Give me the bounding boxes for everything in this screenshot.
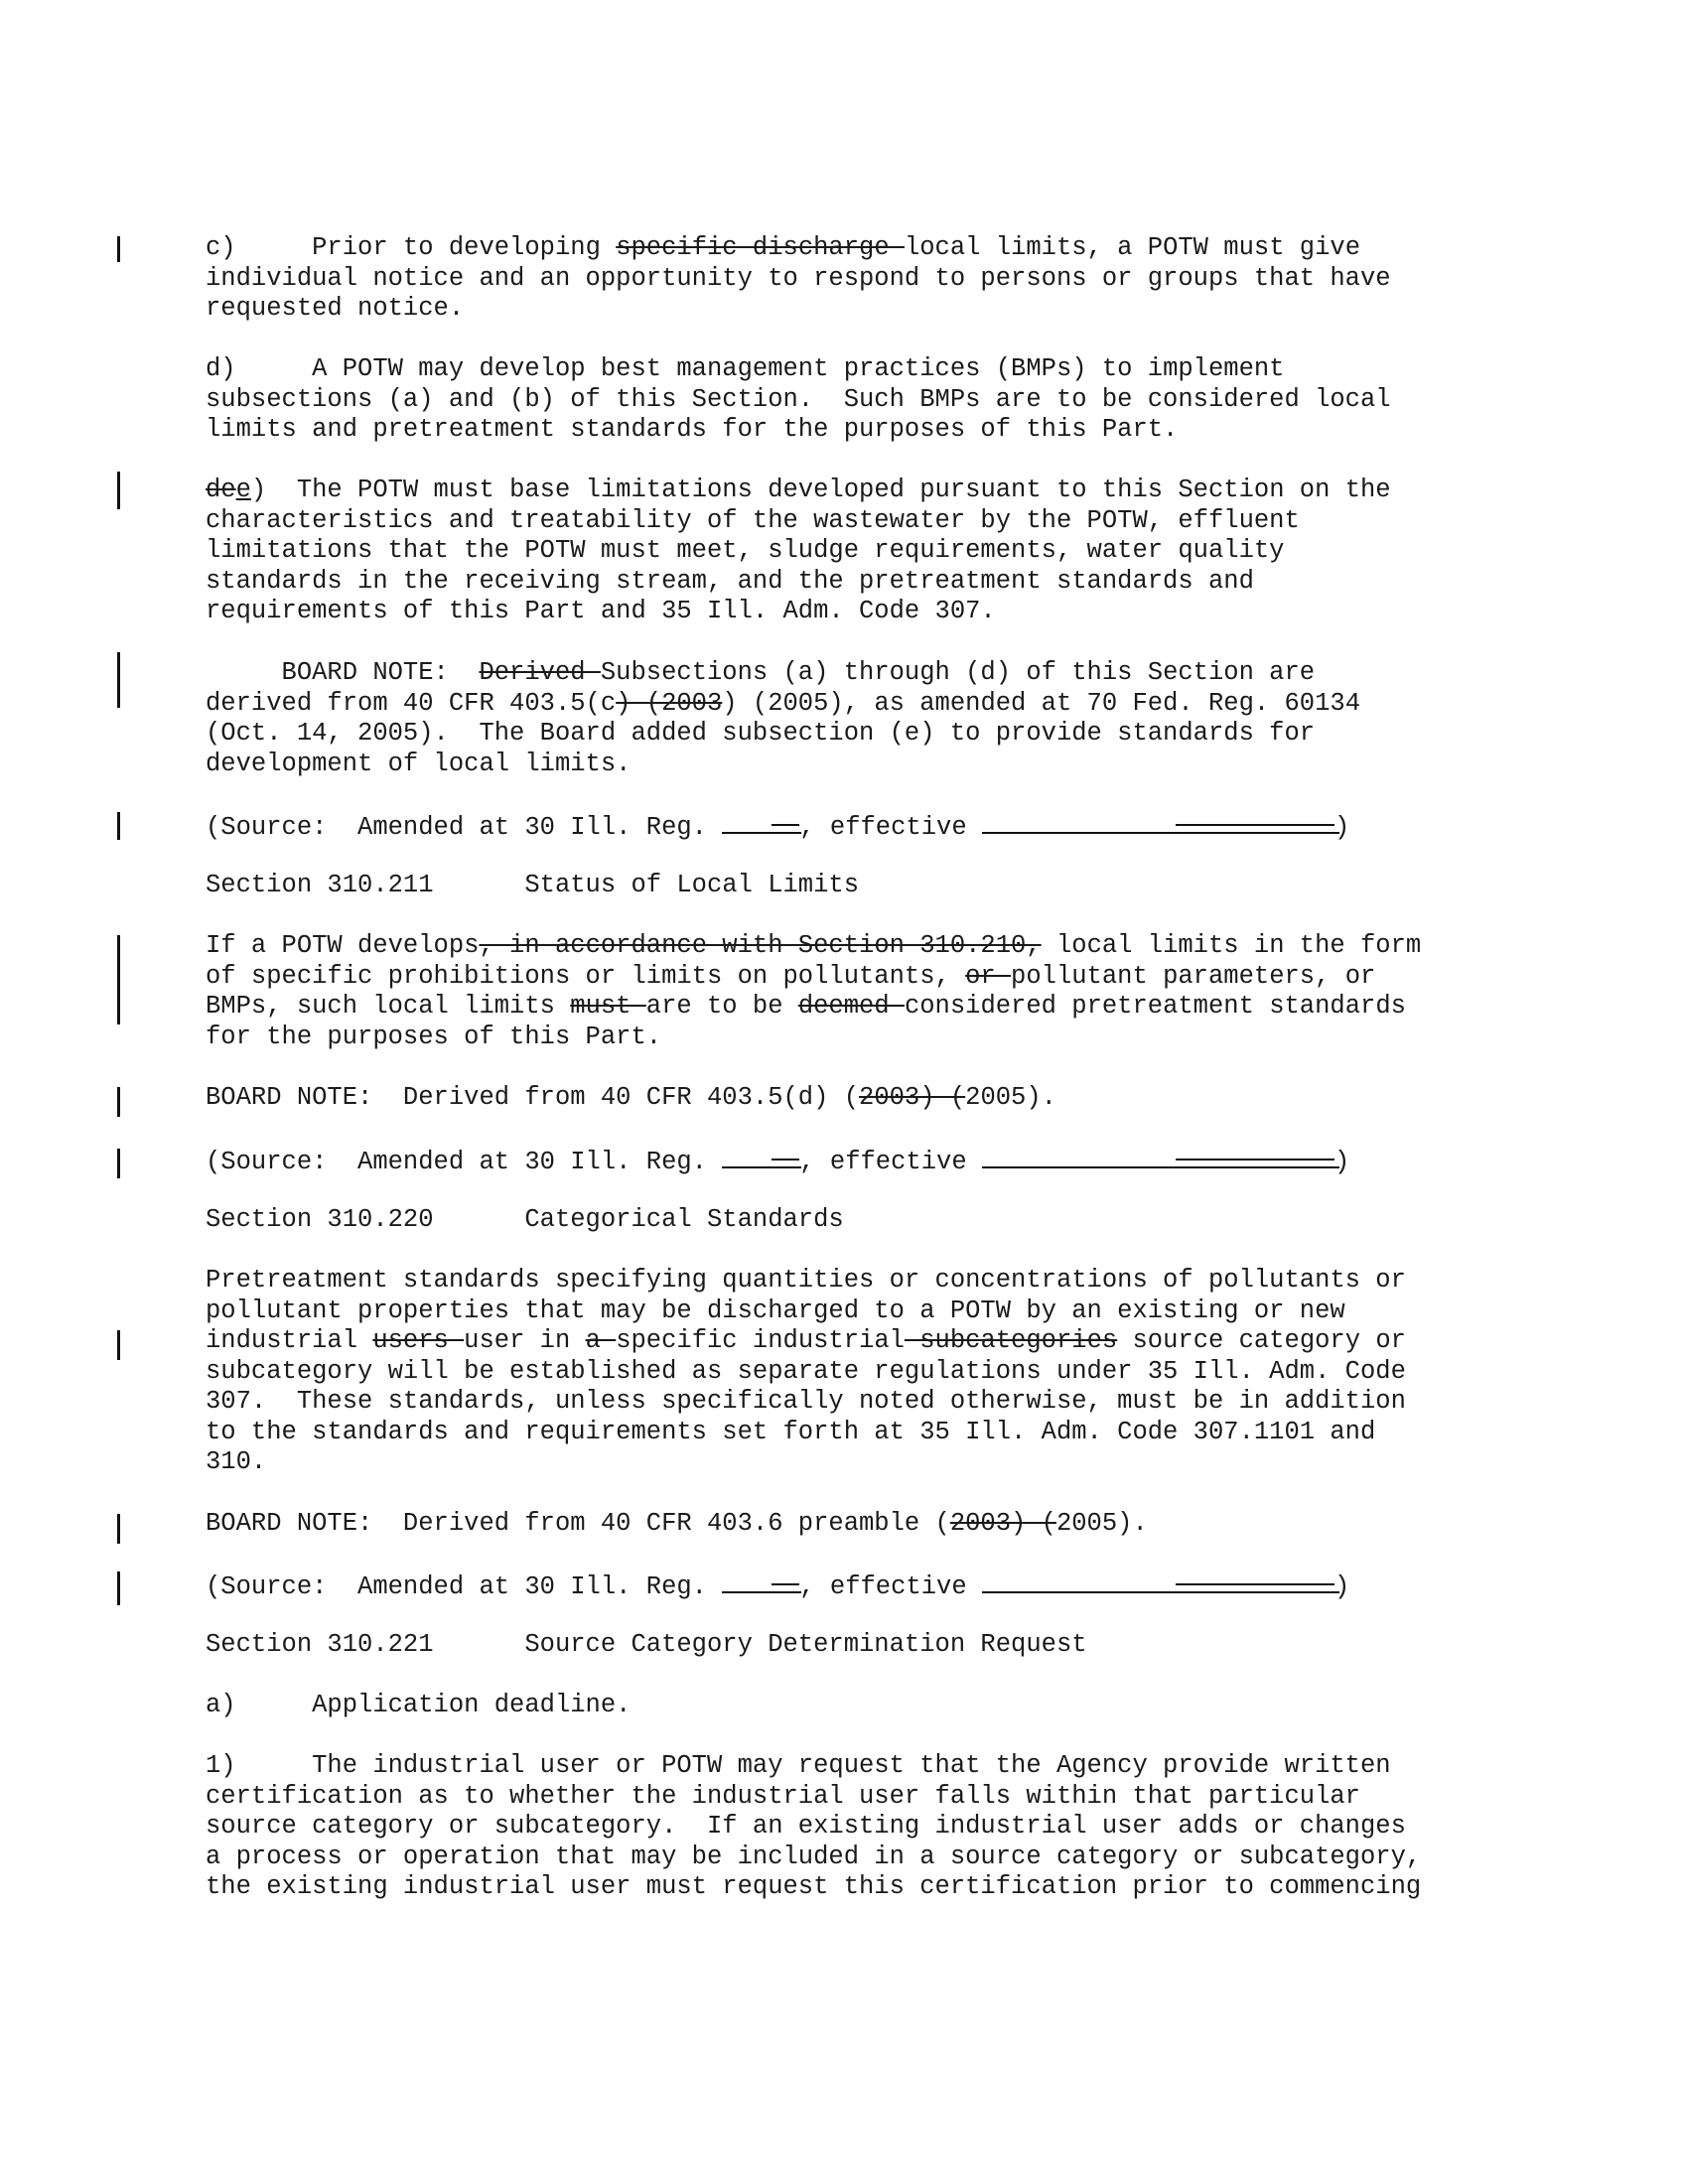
change-bar: [117, 1571, 120, 1605]
change-bar: [117, 1149, 120, 1178]
deleted-text: 2003) (: [859, 1083, 966, 1112]
blank-line: [982, 1570, 1339, 1593]
section-heading: Section 310.211 Status of Local Limits: [206, 871, 860, 899]
deleted-text: de: [206, 476, 236, 504]
text-run: ) (2005), as amended at 70 Fed. Reg. 60134 (Oct. 14, 2005). The Board added subsection (e) to provide standards for development of local limits.: [206, 688, 1361, 778]
text-run: user in: [464, 1326, 586, 1355]
text-run: , effective: [799, 813, 982, 842]
change-bar: [117, 1330, 120, 1360]
blank-line: [982, 810, 1339, 834]
text-run: A POTW may develop best management practices (BMPs) to implement subsections (a) and (b) of this Section. Such BMPs are to be considered local limits and pretreatment standards for the purposes of this Part.: [206, 354, 1391, 444]
deleted-text: ) (2003: [616, 688, 723, 718]
text-run: are to be: [645, 992, 798, 1021]
change-bar: [117, 472, 120, 509]
text-run: ) The POTW must base limitations developed pursuant to this Section on the characteristics and treatability of the wastewater by the POTW, effluent limitations that the POTW must meet, sludge requirements, water quality standards in the receiving stream, and the pretreatment standards and requirements of this Part and 35 Ill. Adm. Code 307.: [206, 476, 1391, 625]
text-run: (Source: Amended at 30 Ill. Reg.: [206, 813, 723, 842]
text-run: local limits, a POTW must give individual notice and an opportunity to respond to persons or groups that have requested notice.: [206, 233, 1391, 323]
blank-line: [1176, 1159, 1334, 1160]
text-run: BOARD NOTE: Derived from 40 CFR 403.6 preamble (: [206, 1509, 950, 1538]
board-note-label: BOARD NOTE:: [281, 658, 480, 687]
subsection-e: [206, 476, 1541, 627]
subsection-label: c): [206, 233, 236, 262]
text-run: specific industrial: [616, 1326, 905, 1355]
board-note: [206, 658, 1541, 779]
text-run: local limits in the form of specific prohibitions or limits on pollutants,: [206, 931, 1422, 991]
text-run: Subsections (a) through (d) of this Section are derived from 40 CFR 403.5(c: [206, 658, 1316, 718]
blank-line: [772, 824, 799, 826]
blank-line: [1176, 1583, 1334, 1585]
text-run: BOARD NOTE: Derived from 40 CFR 403.5(d) (: [206, 1083, 860, 1112]
change-bar: [117, 652, 120, 708]
subsection-label: d): [206, 354, 236, 383]
deleted-text: Derived: [479, 658, 601, 687]
deleted-text: specific discharge: [616, 233, 905, 262]
board-note: [206, 1083, 1541, 1114]
text-run: ): [1333, 1572, 1350, 1601]
board-note: [206, 1509, 1541, 1540]
blank-line: [772, 1159, 799, 1160]
deleted-text: subcategories: [904, 1326, 1118, 1355]
blank-line: [1176, 824, 1334, 826]
blank-line: [722, 810, 801, 834]
subsection-c: [206, 233, 1541, 325]
deleted-text: users: [372, 1326, 465, 1355]
text-run: If a POTW develops: [206, 931, 480, 960]
text-run: , effective: [799, 1572, 982, 1601]
change-bar: [117, 1087, 120, 1117]
deleted-text: must: [570, 992, 646, 1021]
source-note: [206, 1145, 1541, 1178]
text-run: , effective: [799, 1148, 982, 1176]
source-note: [206, 1570, 1541, 1603]
deleted-text: a: [585, 1326, 617, 1355]
section-body: [206, 1266, 1541, 1478]
section-body: [206, 931, 1541, 1052]
paragraph-1: 1) The industrial user or POTW may request that the Agency provide written certification as to whether the industrial user falls within that particular source category or subcategory. If an existing industrial user adds or changes a process or operation that may be included in a source category or subcategory, the existing industrial user must request this certification prior to commencing: [206, 1751, 1422, 1901]
blank-line: [722, 1570, 801, 1593]
text-run: ): [1333, 813, 1350, 842]
deleted-text: or: [965, 961, 1012, 991]
subsection-d: [206, 354, 1541, 446]
deleted-text: 2003) (: [949, 1509, 1056, 1538]
section-heading: Section 310.220 Categorical Standards: [206, 1205, 844, 1234]
blank-line: [982, 1145, 1339, 1168]
section-heading: Section 310.221 Source Category Determination Request: [206, 1630, 1087, 1659]
deleted-text: , in accordance with Section 310.210,: [479, 931, 1042, 960]
text-run: ): [1333, 1148, 1350, 1176]
text-run: 2005).: [965, 1083, 1056, 1112]
change-bar: [117, 935, 120, 1024]
text-run: (Source: Amended at 30 Ill. Reg.: [206, 1148, 723, 1176]
text-run: (Source: Amended at 30 Ill. Reg.: [206, 1572, 723, 1601]
source-note: [206, 810, 1541, 844]
text-run: 2005).: [1055, 1509, 1148, 1538]
text-run: Pretreatment standards specifying quantities or concentrations of pollutants or pollutant properties that may be discharged to a POTW by an existing or new industrial: [206, 1266, 1406, 1355]
blank-line: [772, 1583, 799, 1585]
text-run: Prior to developing: [312, 233, 617, 262]
blank-line: [722, 1145, 801, 1168]
text-run: pollutant parameters, or BMPs, such local limits: [206, 961, 1376, 1021]
deleted-text: deemed: [797, 992, 905, 1021]
change-bar: [117, 812, 120, 840]
subsection-a: a) Application deadline.: [206, 1691, 632, 1719]
change-bar: [117, 1514, 120, 1544]
text-run: considered pretreatment standards for the purposes of this Part.: [206, 992, 1406, 1051]
inserted-text: e: [235, 476, 251, 504]
change-bar: [117, 236, 120, 262]
text-run: source category or subcategory will be established as separate regulations under 35 Ill. Adm. Code 307. These standards, unless specifically noted otherwise, must be in addition to the standards and requirements set forth at 35 Ill. Adm. Code 307.1101 and 310.: [206, 1326, 1406, 1476]
